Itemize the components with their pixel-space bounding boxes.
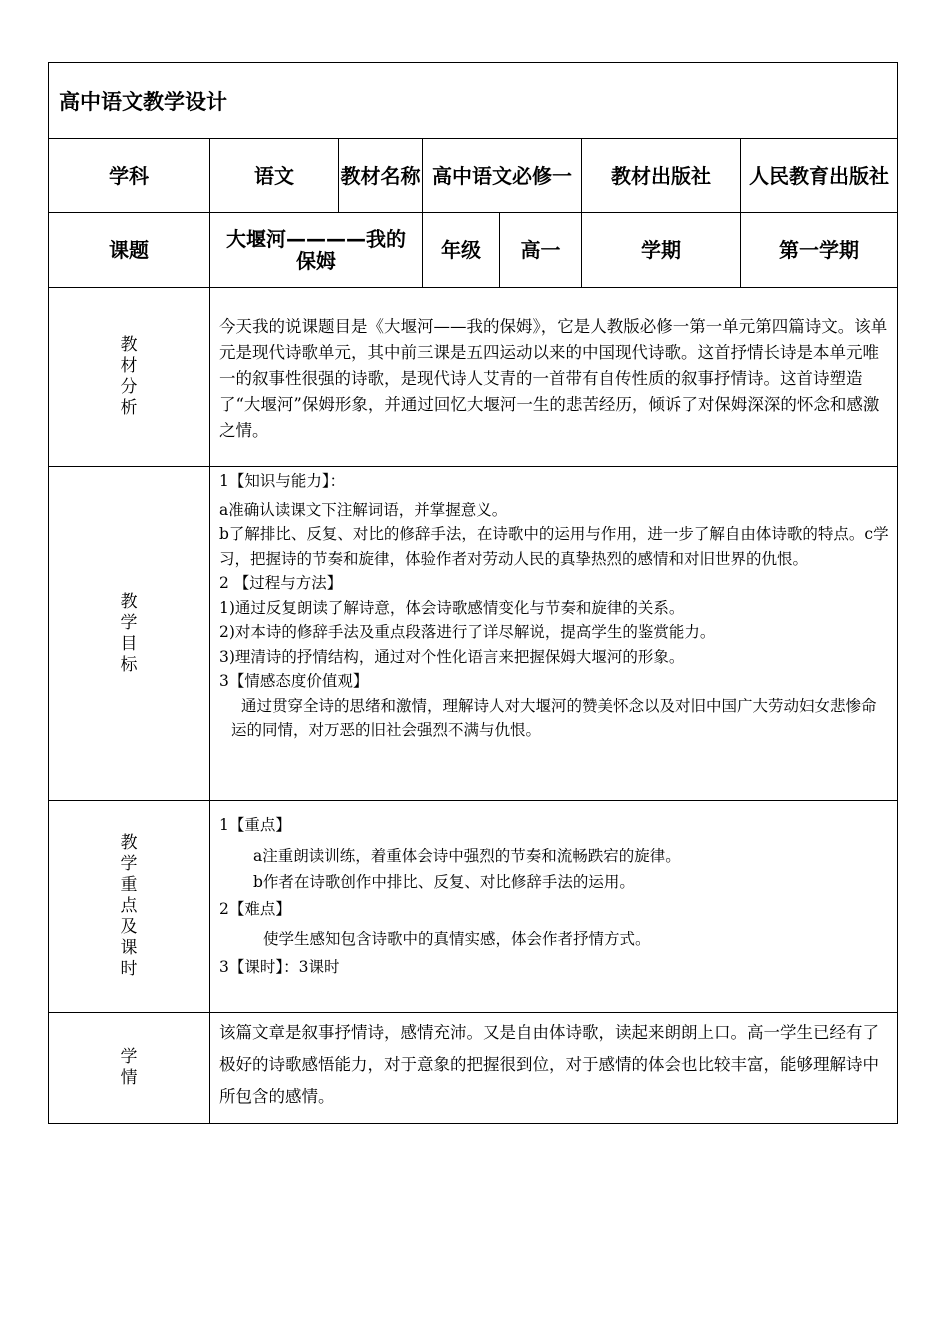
focus-item-a: a注重朗读训练，着重体会诗中强烈的节奏和流畅跌宕的旋律。 xyxy=(253,847,681,865)
textbook-label: 教材名称 xyxy=(339,139,423,213)
study-content xyxy=(210,1013,898,1124)
goals-process-3: 3)理清诗的抒情结构，通过对个性化语言来把握保姆大堰河的形象。 xyxy=(219,647,685,666)
focus-hours: 3【课时】：3课时 xyxy=(219,958,340,976)
page-title: 高中语文教学设计 xyxy=(49,63,898,139)
publisher-value: 人民教育出版社 xyxy=(741,139,898,213)
lesson-plan-table xyxy=(48,62,898,1124)
goals-label: 教 学 目 标 xyxy=(49,467,210,801)
focus-difficulty: 使学生感知包含诗歌中的真情实感，体会作者抒情方式。 xyxy=(263,930,651,948)
analysis-text: 今天我的说课题目是《大堰河——我的保姆》，它是人教版必修一第一单元第四篇诗文。该单元是现代诗歌单元，其中前三课是五四运动以来的中国现代诗歌。这首抒情长诗是本单元唯一的叙事性很强的诗歌，是现代诗人艾青的一首带有自传性质的叙事抒情诗。这首诗塑造了“大堰河”保姆形象，并通过回忆大堰河一生的悲苦经历，倾诉了对保姆深深的怀念和感激之情。 xyxy=(219,317,888,440)
goals-heading-2: 2 【过程与方法】 xyxy=(219,574,343,592)
analysis-content xyxy=(210,288,898,467)
publisher-label: 教材出版社 xyxy=(582,139,741,213)
goals-heading-3: 3【情感态度价值观】 xyxy=(219,672,369,690)
subject-label: 学科 xyxy=(49,139,210,213)
focus-heading-1: 1【重点】 xyxy=(219,816,291,834)
subject-value: 语文 xyxy=(210,139,339,213)
grade-label: 年级 xyxy=(423,213,500,288)
focus-content xyxy=(210,801,898,1013)
goals-item-b: b了解排比、反复、对比的修辞手法，在诗歌中的运用与作用，进一步了解自由体诗歌的特点。c学习，把握诗的节奏和旋律，体验作者对劳动人民的真挚热烈的感情和对旧世界的仇恨。 xyxy=(219,525,889,568)
topic-value: 大堰河————我的保姆 xyxy=(210,213,423,288)
focus-label: 教 学 重 点 及 课 时 xyxy=(49,801,210,1013)
textbook-value: 高中语文必修一 xyxy=(423,139,582,213)
goals-emotion: 通过贯穿全诗的思绪和激情，理解诗人对大堰河的赞美怀念以及对旧中国广大劳动妇女悲惨命运的同情，对万恶的旧社会强烈不满与仇恨。 xyxy=(231,696,877,739)
term-label: 学期 xyxy=(582,213,741,288)
goals-content xyxy=(210,467,898,801)
study-text: 该篇文章是叙事抒情诗，感情充沛。又是自由体诗歌，读起来朗朗上口。高一学生已经有了极好的诗歌感悟能力，对于意象的把握很到位，对于感情的体会也比较丰富，能够理解诗中所包含的感情。 xyxy=(219,1023,879,1106)
analysis-label: 教 材 分 析 xyxy=(49,288,210,467)
goals-process-1: 1)通过反复朗读了解诗意，体会诗歌感情变化与节奏和旋律的关系。 xyxy=(219,598,685,617)
focus-item-b: b作者在诗歌创作中排比、反复、对比修辞手法的运用。 xyxy=(253,873,635,891)
focus-heading-2: 2【难点】 xyxy=(219,900,291,918)
goals-item-a: a准确认读课文下注解词语，并掌握意义。 xyxy=(219,500,508,519)
study-label: 学 情 xyxy=(49,1013,210,1124)
goals-heading-1: 1【知识与能力】： xyxy=(219,472,346,490)
goals-process-2: 2)对本诗的修辞手法及重点段落进行了详尽解说，提高学生的鉴赏能力。 xyxy=(219,623,716,641)
grade-value: 高一 xyxy=(500,213,582,288)
term-value: 第一学期 xyxy=(741,213,898,288)
topic-label: 课题 xyxy=(49,213,210,288)
